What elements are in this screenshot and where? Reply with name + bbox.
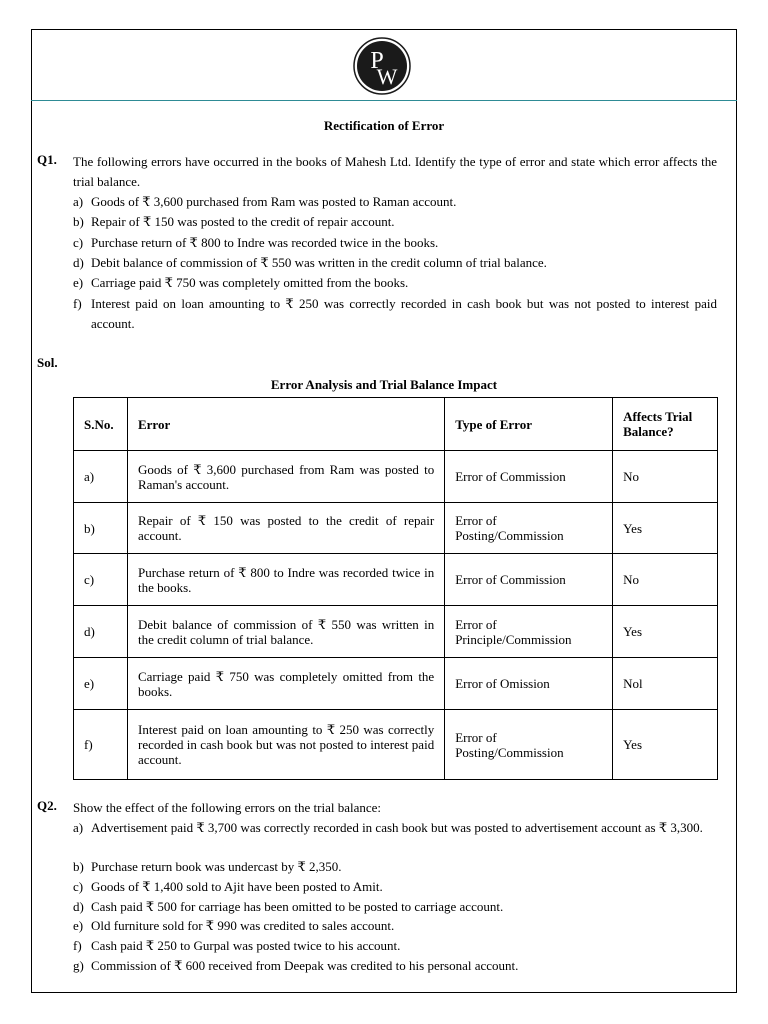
header-sno: S.No. bbox=[74, 398, 128, 451]
cell-sno: a) bbox=[74, 451, 128, 503]
logo-letter-w: W bbox=[376, 64, 398, 89]
page-title: Rectification of Error bbox=[323, 118, 445, 133]
table-row bbox=[74, 503, 718, 554]
table-caption: Error Analysis and Trial Balance Impact bbox=[270, 377, 498, 392]
q1-item bbox=[73, 253, 717, 273]
cell-error: Repair of ₹ 150 was posted to the credit of repair account. bbox=[127, 503, 444, 554]
cell-error: Interest paid on loan amounting to ₹ 250 was correctly recorded in cash book but was not posted to interest paid account. bbox=[127, 710, 444, 780]
item-mark: e) bbox=[73, 918, 84, 933]
cell-type: Error of Commission bbox=[445, 451, 613, 503]
item-text: Interest paid on loan amounting to ₹ 250 was correctly recorded in cash book but was not posted to interest paid account. bbox=[91, 296, 717, 331]
header-type: Type of Error bbox=[445, 398, 613, 451]
cell-sno: b) bbox=[74, 503, 128, 554]
q2-item bbox=[73, 956, 717, 976]
cell-affects: No bbox=[613, 451, 718, 503]
table-header-row bbox=[74, 398, 718, 451]
cell-affects: Yes bbox=[613, 710, 718, 780]
cell-affects: Yes bbox=[613, 503, 718, 554]
q2-text: Show the effect of the following errors on the trial balance: bbox=[73, 800, 382, 815]
item-text: Cash paid ₹ 250 to Gurpal was posted twice to his account. bbox=[91, 938, 401, 953]
item-mark: c) bbox=[73, 879, 84, 894]
item-mark: e) bbox=[73, 275, 84, 290]
item-text: Carriage paid ₹ 750 was completely omitted from the books. bbox=[91, 275, 409, 290]
q2-item bbox=[73, 916, 717, 936]
sol-label: Sol. bbox=[37, 355, 58, 370]
item-text: Purchase return of ₹ 800 to Indre was recorded twice in the books. bbox=[91, 235, 439, 250]
item-text: Goods of ₹ 3,600 purchased from Ram was posted to Raman account. bbox=[91, 194, 457, 209]
q1-text: The following errors have occurred in the books of Mahesh Ltd. Identify the type of error and state which error affects the trial balance. bbox=[73, 154, 717, 189]
header-error: Error bbox=[127, 398, 444, 451]
table-row bbox=[74, 606, 718, 658]
cell-sno: d) bbox=[74, 606, 128, 658]
cell-type: Error of Commission bbox=[445, 554, 613, 606]
logo-letter-p: P bbox=[370, 48, 384, 74]
cell-type: Error of Principle/Commission bbox=[445, 606, 613, 658]
error-analysis-table bbox=[73, 397, 718, 780]
cell-affects: Nol bbox=[613, 658, 718, 710]
cell-affects: No bbox=[613, 554, 718, 606]
cell-error: Carriage paid ₹ 750 was completely omitted from the books. bbox=[127, 658, 444, 710]
item-text: Old furniture sold for ₹ 990 was credited to sales account. bbox=[91, 918, 395, 933]
cell-sno: e) bbox=[74, 658, 128, 710]
cell-sno: f) bbox=[74, 710, 128, 780]
item-mark: a) bbox=[73, 194, 84, 209]
q2-item bbox=[73, 818, 717, 838]
q2-item bbox=[73, 897, 717, 917]
q1-item bbox=[73, 233, 717, 253]
item-mark: b) bbox=[73, 214, 84, 229]
item-text: Debit balance of commission of ₹ 550 was written in the credit column of trial balance. bbox=[91, 255, 547, 270]
q2-item bbox=[73, 936, 717, 956]
q2-item bbox=[73, 877, 717, 897]
pw-logo bbox=[353, 37, 411, 95]
q2-label: Q2. bbox=[37, 798, 57, 813]
item-mark: b) bbox=[73, 859, 84, 874]
item-mark: c) bbox=[73, 235, 84, 250]
cell-affects: Yes bbox=[613, 606, 718, 658]
item-mark: f) bbox=[73, 296, 82, 311]
cell-sno: c) bbox=[74, 554, 128, 606]
item-text: Commission of ₹ 600 received from Deepak was credited to his personal account. bbox=[91, 958, 519, 973]
cell-type: Error of Omission bbox=[445, 658, 613, 710]
table-row bbox=[74, 710, 718, 780]
item-mark: g) bbox=[73, 958, 84, 973]
q1-label: Q1. bbox=[37, 152, 57, 167]
cell-type: Error of Posting/Commission bbox=[445, 503, 613, 554]
q1-item bbox=[73, 192, 717, 212]
header-affects: Affects Trial Balance? bbox=[613, 398, 718, 451]
table-row bbox=[74, 451, 718, 503]
item-mark: d) bbox=[73, 899, 84, 914]
item-mark: a) bbox=[73, 820, 84, 835]
item-text: Goods of ₹ 1,400 sold to Ajit have been posted to Amit. bbox=[91, 879, 383, 894]
q1-item bbox=[73, 212, 717, 232]
item-text: Cash paid ₹ 500 for carriage has been omitted to be posted to carriage account. bbox=[91, 899, 504, 914]
item-text: Purchase return book was undercast by ₹ 2,350. bbox=[91, 859, 342, 874]
cell-error: Purchase return of ₹ 800 to Indre was recorded twice in the books. bbox=[127, 554, 444, 606]
q2-item bbox=[73, 857, 717, 877]
table-row bbox=[74, 658, 718, 710]
item-text: Advertisement paid ₹ 3,700 was correctly recorded in cash book but was posted to advertisement account as ₹ 3,300. bbox=[91, 820, 703, 835]
cell-type: Error of Posting/Commission bbox=[445, 710, 613, 780]
table-row bbox=[74, 554, 718, 606]
cell-error: Goods of ₹ 3,600 purchased from Ram was posted to Raman's account. bbox=[127, 451, 444, 503]
q1-item bbox=[73, 273, 717, 293]
q1-item bbox=[73, 294, 717, 334]
item-text: Repair of ₹ 150 was posted to the credit of repair account. bbox=[91, 214, 395, 229]
item-mark: f) bbox=[73, 938, 82, 953]
cell-error: Debit balance of commission of ₹ 550 was written in the credit column of trial balance. bbox=[127, 606, 444, 658]
item-mark: d) bbox=[73, 255, 84, 270]
